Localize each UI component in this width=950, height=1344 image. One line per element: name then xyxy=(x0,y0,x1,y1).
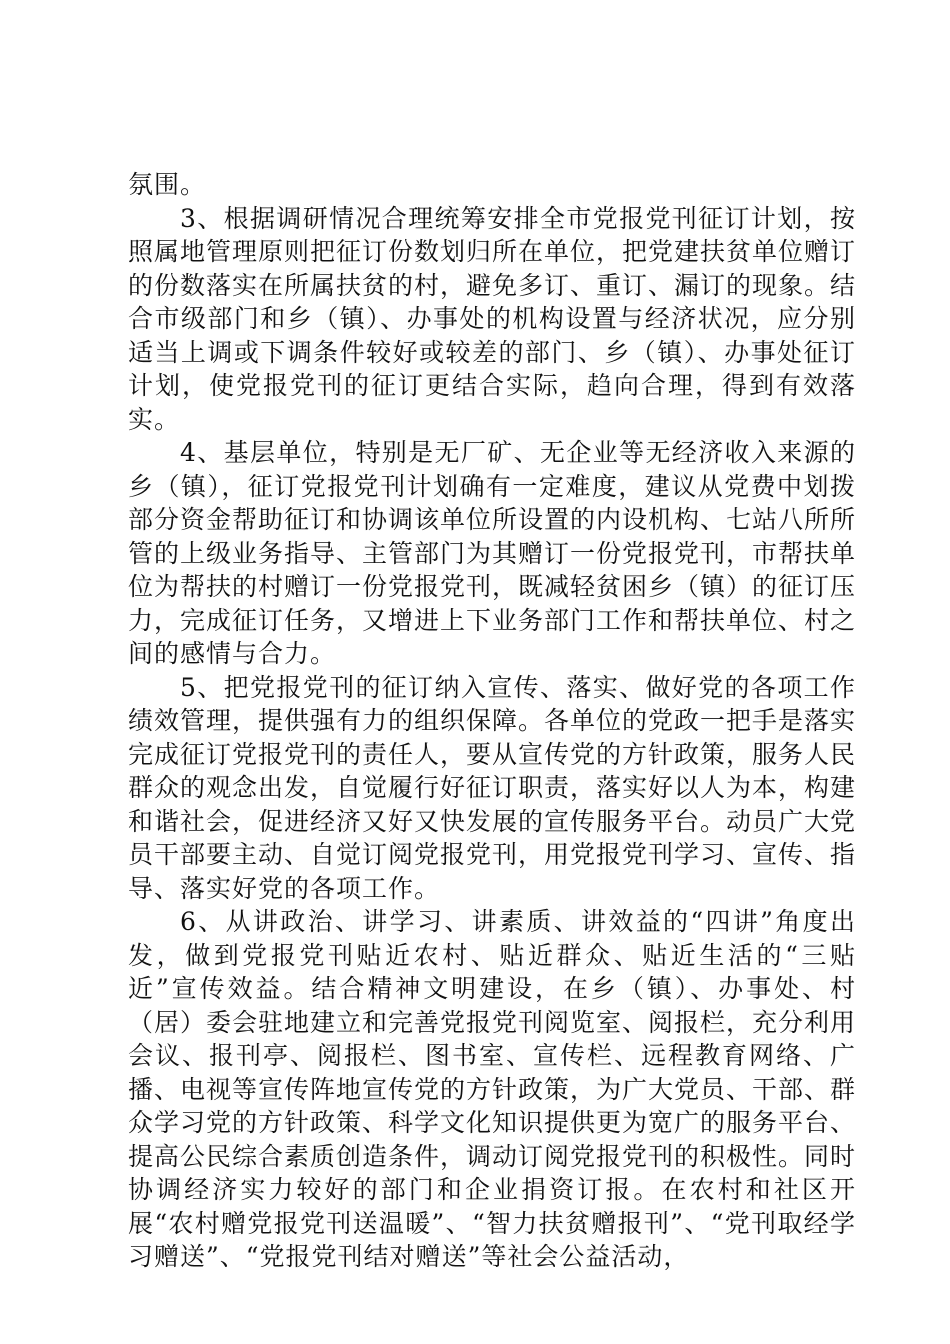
paragraph-item-3: 3、根据调研情况合理统筹安排全市党报党刊征订计划，按照属地管理原则把征订份数划归所在单位，把党建扶贫单位赠订的份数落实在所属扶贫的村，避免多订、重订、漏订的现象。结合市级部门和乡（镇）、办事处的机构设置与经济状况，应分别适当上调或下调条件较好或较差的部门、乡（镇）、办事处征订计划，使党报党刊的征订更结合实际，趋向合理，得到有效落实。 xyxy=(128,203,857,434)
paragraph-item-6: 6、从讲政治、讲学习、讲素质、讲效益的“四讲”角度出发，做到党报党刊贴近农村、贴近群众、贴近生活的“三贴近”宣传效益。结合精神文明建设，在乡（镇）、办事处、村（居）委会驻地建立和完善党报党刊阅览室、阅报栏，充分利用会议、报刊亭、阅报栏、图书室、宣传栏、远程教育网络、广播、电视等宣传阵地宣传党的方针政策，为广大党员、干部、群众学习党的方针政策、科学文化知识提供更为宽广的服务平台、提高公民综合素质创造条件，调动订阅党报党刊的积极性。同时协调经济实力较好的部门和企业捐资订报。在农村和社区开展“农村赠党报党刊送温暖”、“智力扶贫赠报刊”、“党刊取经学习赠送”、“党报党刊结对赠送”等社会公益活动， xyxy=(128,907,857,1271)
paragraph-item-5: 5、把党报党刊的征订纳入宣传、落实、做好党的各项工作绩效管理，提供强有力的组织保障。各单位的党政一把手是落实完成征订党报党刊的责任人，要从宣传党的方针政策，服务人民群众的观念出发，自觉履行好征订职责，落实好以人为本，构建和谐社会，促进经济又好又快发展的宣传服务平台。动员广大党员干部要主动、自觉订阅党报党刊，用党报党刊学习、宣传、指导、落实好党的各项工作。 xyxy=(128,672,857,903)
document-body xyxy=(128,168,856,1274)
paragraph-continuation: 氛围。 xyxy=(128,170,207,199)
paragraph-item-4: 4、基层单位，特别是无厂矿、无企业等无经济收入来源的乡（镇），征订党报党刊计划确有一定难度，建议从党费中划拨部分资金帮助征订和协调该单位所设置的内设机构、七站八所所管的上级业务指导、主管部门为其赠订一份党报党刊，市帮扶单位为帮扶的村赠订一份党报党刊，既减轻贫困乡（镇）的征订压力，完成征订任务，又增进上下业务部门工作和帮扶单位、村之间的感情与合力。 xyxy=(128,438,857,668)
